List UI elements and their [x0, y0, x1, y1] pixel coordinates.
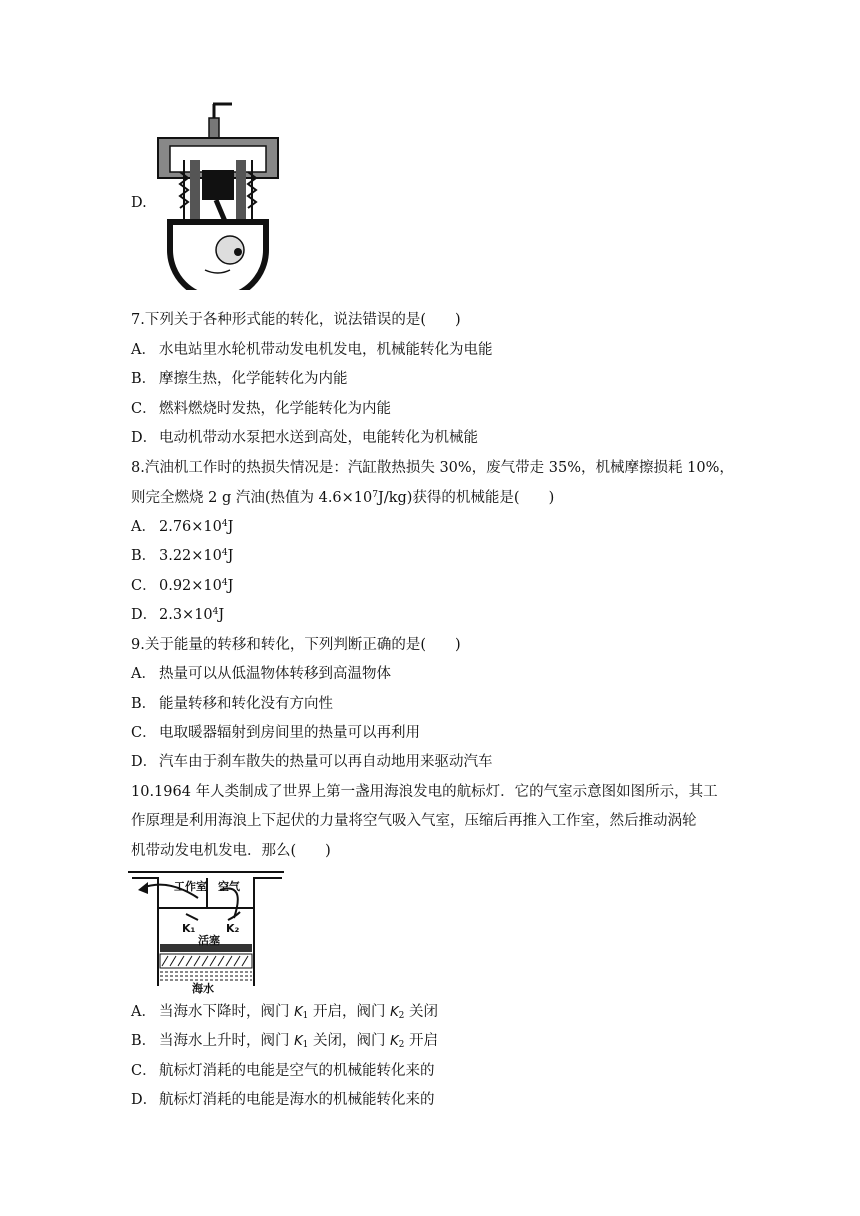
option-letter: B． [131, 1033, 157, 1049]
q6-option-d-label: D. [131, 195, 147, 211]
option-letter: D． [131, 430, 158, 446]
option-letter: A． [131, 666, 156, 682]
label-k2: K₂ [226, 922, 240, 935]
q7-option-b[interactable] [131, 369, 348, 389]
valve-symbol: K [390, 1005, 399, 1020]
exponent: 4 [221, 578, 228, 588]
subscript: 1 [302, 1040, 309, 1050]
q7-option-c[interactable] [131, 399, 391, 419]
subscript: 2 [398, 1011, 405, 1021]
option-text: 开启，阀门 [308, 1004, 391, 1020]
engine-diagram [150, 100, 285, 290]
label-piston: 活塞 [198, 934, 220, 947]
q8-option-c[interactable] [131, 576, 233, 596]
option-text: 电取暖器辐射到房间里的热量可以再利用 [159, 725, 420, 741]
q8-stem-line2 [131, 488, 554, 508]
label-k1: K₁ [182, 922, 196, 935]
option-letter: C． [131, 1063, 157, 1079]
stem-part: J/kg)获得的机械能是( ) [378, 490, 555, 506]
subscript: 2 [398, 1040, 405, 1050]
q9-option-b[interactable] [131, 694, 333, 714]
q10-stem-line1: 10.1964 年人类制成了世界上第一盏用海浪发电的航标灯．它的气室示意图如图所示，其工 [131, 784, 718, 800]
option-text: 航标灯消耗的电能是空气的机械能转化来的 [159, 1063, 435, 1079]
q10-option-a[interactable] [131, 1002, 438, 1023]
option-text: 汽车由于刹车散失的热量可以再自动地用来驱动汽车 [159, 754, 493, 770]
option-text: 摩擦生热，化学能转化为内能 [159, 371, 348, 387]
q8-option-d[interactable] [131, 605, 224, 625]
exponent: 7 [372, 490, 378, 500]
q9-stem: 9.关于能量的转移和转化，下列判断正确的是( ) [131, 637, 461, 653]
option-text: 当海水上升时，阀门 [159, 1033, 295, 1049]
option-mantissa: 3.22×10 [159, 548, 222, 564]
label-work-room: 工作室 [174, 880, 207, 893]
option-text: 能量转移和转化没有方向性 [159, 696, 333, 712]
option-text: 当海水下降时，阀门 [159, 1004, 295, 1020]
q7-option-d[interactable] [131, 428, 478, 448]
option-text: 关闭，阀门 [308, 1033, 391, 1049]
unit: J [227, 548, 234, 564]
engine-svg [150, 100, 285, 290]
q8-option-a[interactable] [131, 517, 233, 537]
subscript: 1 [302, 1011, 309, 1021]
option-text: 电动机带动水泵把水送到高处，电能转化为机械能 [159, 430, 478, 446]
exponent: 4 [212, 607, 219, 617]
q10-option-b[interactable] [131, 1031, 438, 1052]
option-mantissa: 2.76×10 [159, 519, 222, 535]
q10-stem-line2: 作原理是利用海浪上下起伏的力量将空气吸入气室，压缩后再推入工作室，然后推动涡轮 [131, 813, 697, 829]
option-letter: B． [131, 548, 157, 564]
option-letter: A． [131, 1004, 156, 1020]
q8-stem-line1: 8.汽油机工作时的热损失情况是：汽缸散热损失 30%，废气带走 35%，机械摩擦损耗 10%， [131, 460, 734, 476]
label-air: 空气 [218, 880, 240, 893]
stem-part: 则完全燃烧 2 g 汽油(热值为 4.6×10 [131, 490, 373, 506]
option-letter: C． [131, 725, 157, 741]
option-letter: D． [131, 607, 158, 623]
option-letter: D． [131, 754, 158, 770]
valve-symbol: K [294, 1034, 303, 1049]
q10-option-d[interactable] [131, 1090, 435, 1110]
label-sea-water: 海水 [192, 982, 214, 994]
valve-symbol: K [294, 1005, 303, 1020]
q10-stem-line3: 机带动发电机发电．那么( ) [131, 843, 331, 859]
option-letter: D． [131, 1092, 158, 1108]
exponent: 4 [221, 519, 228, 529]
option-letter: A． [131, 519, 156, 535]
q7-option-a[interactable] [131, 340, 493, 360]
option-letter: C． [131, 401, 157, 417]
exponent: 4 [221, 548, 228, 558]
option-text: 关闭 [404, 1004, 438, 1020]
air-chamber-svg [128, 868, 288, 994]
q8-option-b[interactable] [131, 546, 233, 566]
option-letter: C． [131, 578, 157, 594]
option-letter: B． [131, 371, 157, 387]
q7-stem: 7.下列关于各种形式能的转化，说法错误的是( ) [131, 312, 461, 328]
option-mantissa: 2.3×10 [159, 607, 213, 623]
q10-option-c[interactable] [131, 1061, 435, 1081]
option-letter: A． [131, 342, 156, 358]
option-text: 燃料燃烧时发热，化学能转化为内能 [159, 401, 391, 417]
option-text: 航标灯消耗的电能是海水的机械能转化来的 [159, 1092, 435, 1108]
option-text: 开启 [404, 1033, 438, 1049]
option-text: 热量可以从低温物体转移到高温物体 [159, 666, 391, 682]
option-mantissa: 0.92×10 [159, 578, 222, 594]
q9-option-c[interactable] [131, 723, 420, 743]
q9-option-a[interactable] [131, 664, 391, 684]
unit: J [227, 519, 234, 535]
option-letter: B． [131, 696, 157, 712]
unit: J [227, 578, 234, 594]
q9-option-d[interactable] [131, 752, 493, 772]
option-text: 水电站里水轮机带动发电机发电，机械能转化为电能 [159, 342, 493, 358]
valve-symbol: K [390, 1034, 399, 1049]
unit: J [218, 607, 225, 623]
air-chamber-diagram [128, 868, 288, 994]
